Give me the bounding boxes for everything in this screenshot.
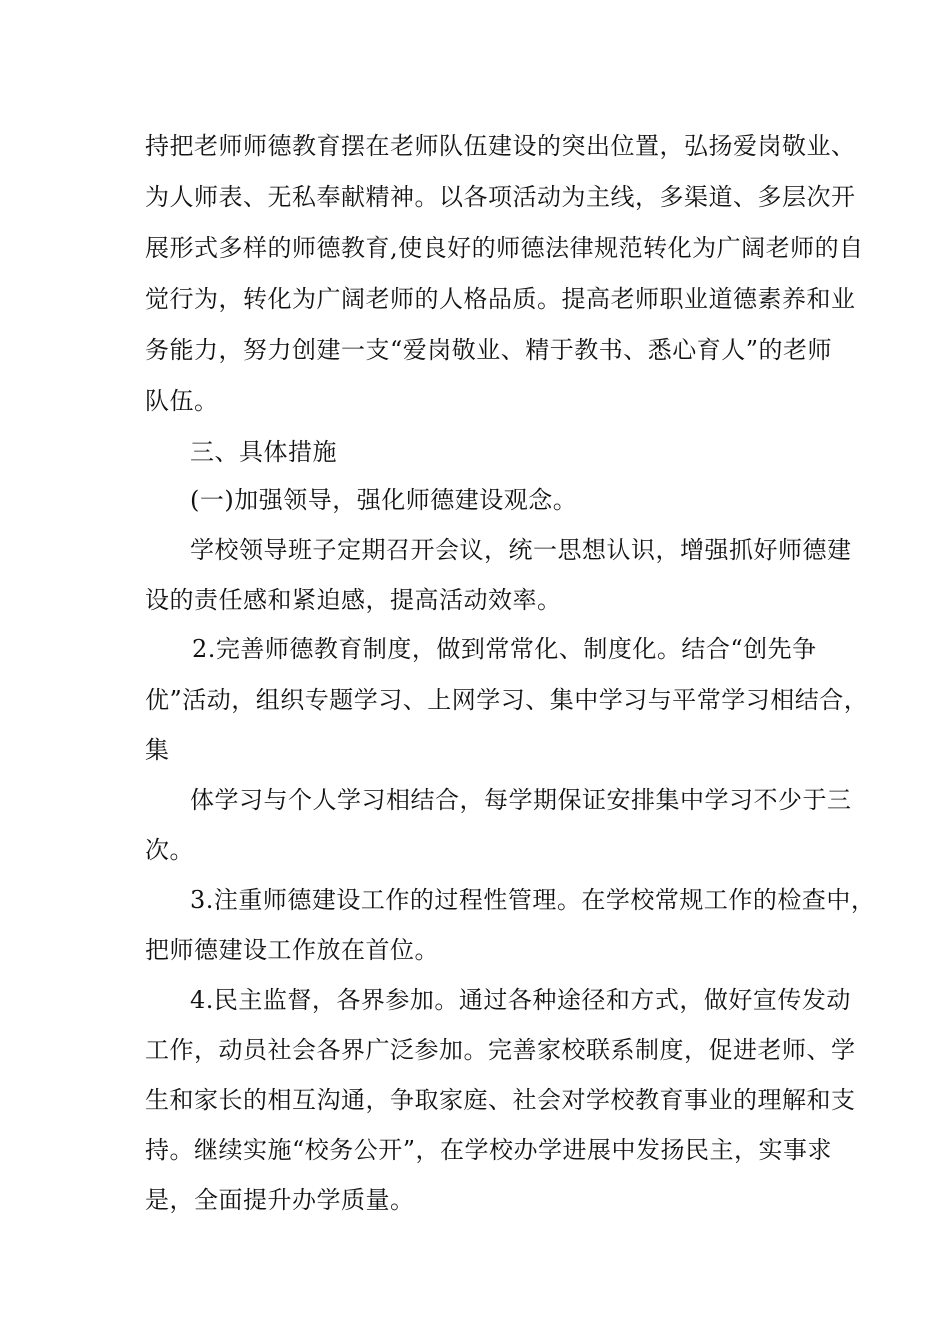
- text-line: 工作，动员社会各界广泛参加。完善家校联系制度，促进老师、学: [145, 1036, 856, 1064]
- text-line: 队伍。: [145, 387, 219, 415]
- text-line: 4.民主监督，各界参加。通过各种途径和方式，做好宣传发动: [190, 986, 851, 1014]
- text-line: 2.完善师德教育制度，做到常常化、制度化。结合“创先争: [192, 635, 817, 663]
- text-line: 持。继续实施“校务公开”，在学校办学进展中发扬民主，实事求: [145, 1136, 833, 1164]
- text-line: 次。: [145, 836, 194, 864]
- text-line: 设的责任感和紧迫感，提高活动效率。: [145, 586, 562, 614]
- text-line: 学校领导班子定期召开会议，统一思想认识，增强抓好师德建: [190, 536, 852, 564]
- text-line: 生和家长的相互沟通，争取家庭、社会对学校教育事业的理解和支: [145, 1086, 856, 1114]
- text-line: 集: [145, 736, 170, 764]
- text-line: 把师德建设工作放在首位。: [145, 936, 439, 964]
- text-line: 展形式多样的师德教育,使良好的师德法律规范转化为广阔老师的自: [145, 234, 864, 262]
- text-line: 务能力，努力创建一支“爱岗敬业、精于教书、悉心育人”的老师: [145, 336, 833, 364]
- text-line: 体学习与个人学习相结合，每学期保证安排集中学习不少于三: [190, 786, 852, 814]
- text-line: 优”活动，组织专题学习、上网学习、集中学习与平常学习相结合，: [145, 686, 869, 714]
- text-line: 觉行为，转化为广阔老师的人格品质。提高老师职业道德素养和业: [145, 285, 856, 313]
- section-heading: 三、具体措施: [190, 438, 337, 466]
- text-line: 是，全面提升办学质量。: [145, 1186, 415, 1214]
- text-line: 持把老师师德教育摆在老师队伍建设的突出位置，弘扬爱岗敬业、: [145, 132, 856, 160]
- text-line: 为人师表、无私奉献精神。以各项活动为主线，多渠道、多层次开: [145, 183, 856, 211]
- subsection-heading: (一)加强领导，强化师德建设观念。: [190, 486, 578, 514]
- text-line: 3.注重师德建设工作的过程性管理。在学校常规工作的检查中，: [190, 886, 876, 914]
